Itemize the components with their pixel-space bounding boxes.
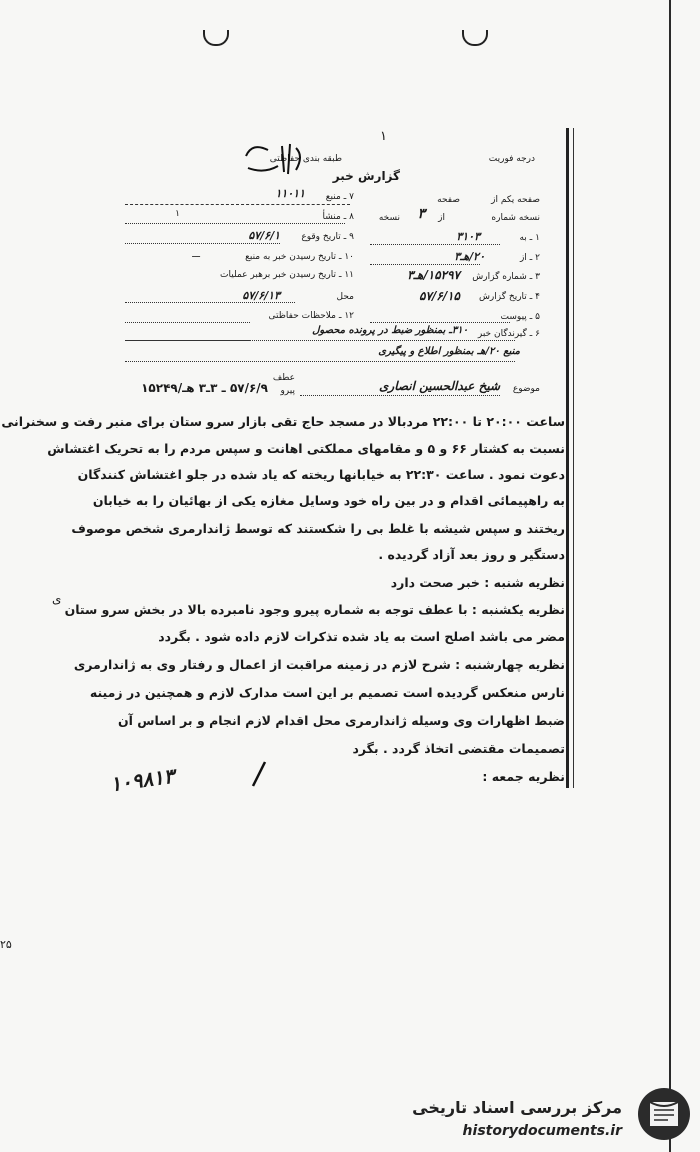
page-edge-line — [669, 0, 671, 1152]
form-field-value: ۵۷/۶/۱۳ — [242, 289, 280, 302]
footer-url[interactable]: historydocuments.ir — [462, 1123, 622, 1139]
form-field-line — [370, 264, 480, 265]
form-field-label: محل — [336, 292, 354, 302]
handwritten-stroke — [245, 760, 275, 790]
form-field-line — [125, 340, 515, 341]
form-field-value: ۱۱۰۱۱ — [275, 187, 305, 200]
form-field-value: ۵۷/۶/۱ — [248, 229, 280, 242]
form-field-line — [125, 322, 250, 323]
copy-number-label: نسخه شماره — [491, 213, 540, 223]
form-field-line — [125, 361, 515, 362]
form-field-line — [370, 322, 510, 323]
form-field-label: ۱ ـ به — [519, 233, 540, 243]
copy-number-value: ۳ — [417, 206, 425, 222]
opinion-sunday-cont: مضر می باشد اصلح است به یاد شده تذکرات لازم داده شود . بگردد — [158, 629, 565, 644]
page-number-suffix: صفحه — [437, 195, 460, 205]
form-field-value: ۳۱۰۳ — [456, 230, 480, 243]
form-field-line — [370, 244, 500, 245]
opinion-wednesday-cont: ضبط اظهارات وی وسیله ژاندارمری محل اقدام لازم انجام و بر اساس آن — [117, 713, 565, 728]
opinion-wednesday-cont: تصمیمات مقتضی اتخاذ گردد . بگرد — [352, 741, 565, 756]
subject-value: شیخ عبدالحسین انصاری — [379, 379, 500, 393]
form-field-label: ۱۱ ـ تاریخ رسیدن خبر برهبر عملیات — [220, 270, 354, 280]
body-line: ساعت ۲۰:۰۰ تا ۲۲:۰۰ مردبالا در مسجد حاج تقی بازار سرو ستان برای منبر رفت و سخنرانی — [1, 414, 565, 429]
form-field-label: ۵ ـ پیوست — [500, 312, 540, 322]
form-field-label: ۲ ـ از — [519, 253, 540, 263]
handwritten-archive-number: ۱۰۹۸۱۳ — [108, 763, 176, 797]
report-title: گزارش خبر — [332, 169, 400, 183]
form-field-label: ۳ ـ شماره گزارش — [472, 272, 540, 282]
recipients-value: ۳۱۰ـ بمنظور ضبط در پرونده محصول — [312, 325, 468, 336]
form-field-label: ۹ ـ تاریخ وقوع — [301, 232, 354, 242]
reference-label-2: پیرو — [280, 386, 295, 396]
opinion-saturday: نظریه شنبه : خبر صحت دارد — [390, 575, 565, 590]
opinion-sunday: نظریه یکشنبه : با عطف توجه به شماره پیرو وجود نامبرده بالا در بخش سرو ستان — [64, 602, 565, 617]
form-frame-border — [566, 128, 569, 788]
body-line: به راهپیمائی اقدام و در بین راه خود وسایل مغازه یکی از بهائیان را به خیابان — [92, 493, 565, 508]
form-field-value: ۱۵۲۹۷/هـ۳ — [407, 268, 460, 282]
form-field-label: ۱۰ ـ تاریخ رسیدن خبر به منبع — [245, 252, 354, 262]
margin-mark: ی — [52, 592, 62, 606]
reference-value: ۵۷/۶/۹ ـ ۳ـ۳ هـ/۱۵۲۴۹ — [141, 381, 268, 395]
form-field-value: ـــ — [192, 250, 200, 260]
form-field-label: ۸ ـ منشأ — [322, 212, 354, 222]
top-mark: ۱ — [380, 129, 387, 144]
stamp-mark — [238, 136, 308, 178]
archive-logo-icon — [636, 1086, 692, 1142]
margin-mark: ۲۵ — [0, 938, 12, 951]
form-field-label: ۱۲ ـ ملاحظات حفاظتی — [268, 311, 354, 321]
footer-title: مرکز بررسی اسناد تاریخی — [412, 1098, 622, 1117]
page-number-label: صفحه یکم از — [491, 195, 540, 205]
body-line: ریختند و سپس شیشه با غلط بی را شکستند که توسط ژاندارمری شخص موصوف — [71, 521, 565, 536]
form-field-line — [125, 302, 295, 303]
opinion-friday: نظریه جمعه : — [482, 769, 565, 784]
copy-number-suffix: نسخه — [378, 213, 400, 223]
form-field-line — [125, 223, 345, 224]
copy-number-of: از — [438, 213, 445, 223]
subject-label: موضوع — [512, 384, 540, 394]
binder-hole-mark — [462, 30, 488, 46]
body-line: دعوت نمود . ساعت ۲۲:۳۰ به خیابانها ریخته که یاد شده در جلو اغتشاش کنندگان — [77, 467, 565, 482]
body-line: نسبت به کشتار ۶۶ و ۵ و مقامهای مملکتی اهانت و سپس مردم را به تحریک اغتشاش — [47, 441, 565, 456]
body-line: دستگیر و روز بعد آزاد گردیده . — [378, 547, 565, 562]
subject-line — [300, 395, 500, 396]
form-frame-border — [573, 128, 574, 788]
recipients-label: ۶ ـ گیرندگان خبر — [477, 329, 540, 339]
binder-hole-mark — [203, 30, 229, 46]
form-field-label: ۷ ـ منبع — [325, 192, 354, 202]
form-field-value: ۵۷/۶/۱۵ — [419, 289, 460, 303]
urgency-label: درجه فوریت — [488, 154, 535, 164]
form-field-value: ۱ — [175, 209, 180, 219]
form-field-value: ۲۰/هـ۳ — [454, 250, 485, 263]
opinion-wednesday: نظریه چهارشنبه : شرح لازم در زمینه مراقبت از اعمال و رفتار وی به ژاندارمری — [73, 657, 565, 672]
opinion-wednesday-cont: نارس منعکس گردیده است تصمیم بر این است مدارک لازم و همچنین در زمینه — [89, 685, 565, 700]
recipients-value-2: منبع ۲۰/هـ بمنظور اطلاع و پیگیری — [378, 346, 520, 357]
form-field-line — [125, 243, 280, 244]
form-field-line — [125, 204, 350, 205]
form-field-label: ۴ ـ تاریخ گزارش — [478, 292, 540, 302]
reference-label: عطف — [272, 373, 295, 383]
classification-label: طبقه بندی حفاظتی — [269, 154, 342, 164]
